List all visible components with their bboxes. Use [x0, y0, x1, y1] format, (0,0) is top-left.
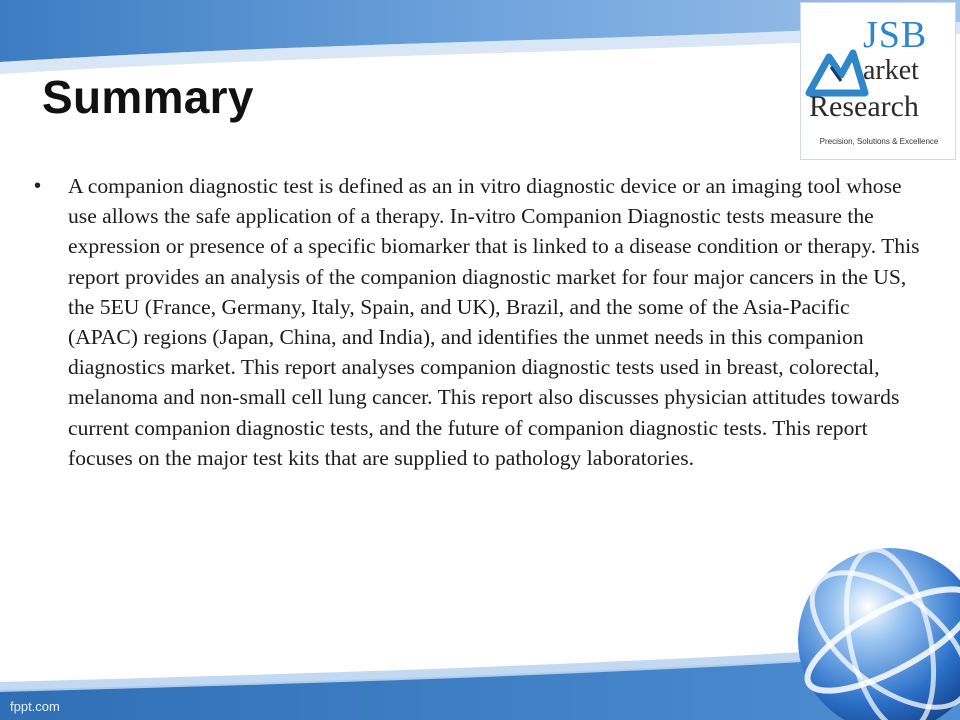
- logo-text-market: arket: [863, 55, 919, 86]
- logo-text-research: Research: [809, 90, 919, 123]
- logo-text-jsb: JSB: [863, 14, 928, 56]
- bullet-list: [34, 171, 924, 473]
- globe-icon: [790, 540, 960, 720]
- bullet-point-icon: •: [34, 175, 42, 197]
- slide-title: Summary: [42, 71, 254, 123]
- bullet-text: A companion diagnostic test is defined as an in vitro diagnostic device or an imaging tool whose use allows the safe application of a therapy. In-vitro Companion Diagnostic tests measure the expression or presence of a specific biomarker that is linked to a disease condition or therapy. This report provides an analysis of the companion diagnostic market for four major cancers in the US, the 5EU (France, Germany, Italy, Spain, and UK), Brazil, and the some of the Asia-Pacific (APAC) regions (Japan, China, and India), and identifies the unmet needs in this companion diagnostics market. This report analyses companion diagnostic tests used in breast, colorectal, melanoma and non-small cell lung cancer. This report also discusses physician attitudes towards current companion diagnostic tests, and the future of companion diagnostic tests. This report focuses on the major test kits that are supplied to pathology laboratories.: [68, 174, 920, 470]
- bullet-item: [34, 171, 924, 473]
- company-logo: [800, 2, 956, 160]
- footer-text: fppt.com: [10, 699, 60, 714]
- logo-tagline: Precision, Solutions & Excellence: [819, 137, 939, 146]
